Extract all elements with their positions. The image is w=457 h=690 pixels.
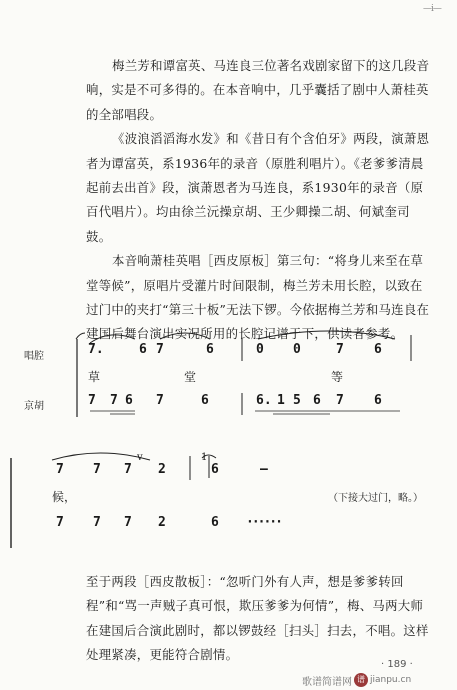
lyric-char: 候， bbox=[52, 490, 77, 504]
score-note: 6 bbox=[139, 342, 147, 357]
score-note: – bbox=[260, 462, 268, 477]
closing-paragraph bbox=[86, 570, 431, 668]
jinghu-part-label: 京胡 bbox=[24, 401, 44, 412]
score-note: 6 bbox=[211, 462, 219, 477]
score-annotation: （下接大过门，略。） bbox=[328, 493, 423, 504]
score-note: 2 bbox=[158, 515, 166, 530]
paragraph-1: 梅兰芳和谭富英、马连良三位著名戏剧家留下的这几段音响，实是不可多得的。在本音响中，几乎囊括了剧中人萧桂英的全部唱段。 bbox=[86, 58, 430, 122]
score-note: 7. bbox=[88, 342, 104, 357]
score-note: 7 bbox=[156, 393, 164, 408]
score-note: 7 bbox=[93, 462, 101, 477]
watermark bbox=[302, 670, 457, 690]
watermark-url: jianpu.cn bbox=[370, 675, 412, 685]
score-note: 6 bbox=[374, 393, 382, 408]
watermark-site-name: 歌谱简谱网 bbox=[302, 676, 352, 688]
score-note: 7 bbox=[110, 393, 118, 408]
paragraph-3: 本音响萧桂英唱［西皮原板］第三句：“将身儿来至在草堂等候”，原唱片受灌片时间限制，梅兰芳未用长腔，以致在过门中的夹打“第三十板”无法下锣。今依据梅兰芳和马连良在建国后舞台演出实况所用的长腔记谱于下，供读者参考。 bbox=[86, 253, 430, 342]
score-note: 6. bbox=[256, 393, 272, 408]
score-note: 5 bbox=[293, 393, 301, 408]
score-note: 7 bbox=[156, 342, 164, 357]
score-note: 6 bbox=[313, 393, 321, 408]
breath-mark: v bbox=[137, 452, 143, 463]
score-note: 0 bbox=[256, 342, 264, 357]
score-note: 0 bbox=[293, 342, 301, 357]
score-note: 7 bbox=[93, 515, 101, 530]
page-number: · 189 · bbox=[381, 659, 413, 670]
score-note: 7 bbox=[336, 342, 344, 357]
page-header-mark: —ⅰ— bbox=[423, 4, 441, 14]
lyric-char: 草 bbox=[88, 370, 101, 384]
lyric-char: 等 bbox=[331, 370, 344, 384]
score-note: 7 bbox=[336, 393, 344, 408]
score-note: 7 bbox=[56, 462, 64, 477]
score-note: 1 bbox=[277, 393, 285, 408]
score-row-2 bbox=[0, 448, 457, 558]
score-note: 7 bbox=[124, 462, 132, 477]
paragraph-2: 《波浪滔滔海水发》和《昔日有个含伯牙》两段，演萧恩者为谭富英，系1936年的录音（原胜利唱片）。《老爹爹清晨起前去出首》段，演萧恩者为马连良，系1930年的录音（原百代唱片）。均由徐兰沅操京胡、王少卿操二胡、何斌奎司鼓。 bbox=[86, 131, 430, 244]
score-row-1 bbox=[0, 325, 457, 425]
closing-text: 至于两段［西皮散板］：“忽听门外有人声，想是爹爹转回程”和“骂一声贼子真可恨，欺压爹爹为何情”，梅、马两大师在建国后合演此剧时，都以锣鼓经［扫头］扫去，不唱。这样处理紧凑，更能符合剧情。 bbox=[86, 574, 429, 663]
score-row-1-lines bbox=[0, 325, 457, 425]
vocal-part-label: 唱腔 bbox=[24, 351, 44, 362]
score-note: 7 bbox=[124, 515, 132, 530]
intro-paragraphs bbox=[86, 54, 431, 347]
score-note: 2 bbox=[158, 462, 166, 477]
score-note: 6 bbox=[201, 393, 209, 408]
grace-note: 1 bbox=[201, 452, 208, 463]
watermark-logo-icon: 谱 bbox=[354, 673, 368, 687]
score-note: 6 bbox=[374, 342, 382, 357]
score-note: 6 bbox=[206, 342, 214, 357]
score-note: 6 bbox=[125, 393, 133, 408]
score-note: 7 bbox=[88, 393, 96, 408]
score-note: ······ bbox=[246, 515, 281, 530]
score-note: 7 bbox=[56, 515, 64, 530]
score-note: 6 bbox=[211, 515, 219, 530]
lyric-char: 堂 bbox=[184, 370, 197, 384]
